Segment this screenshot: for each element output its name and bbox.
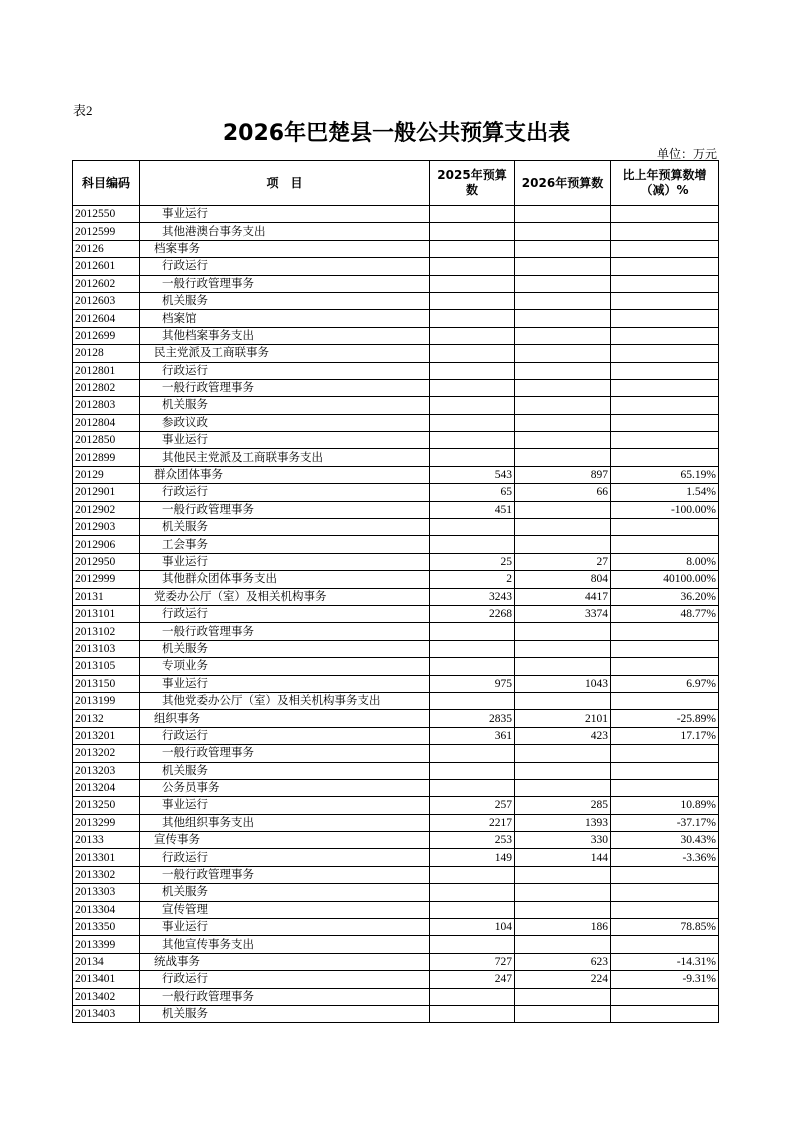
budget-2026-cell: 1393	[515, 814, 611, 831]
table-row	[73, 797, 719, 814]
budget-2025-cell: 2	[430, 571, 515, 588]
code-cell: 2013201	[73, 727, 140, 744]
budget-2026-cell: 285	[515, 797, 611, 814]
change-percent-cell: 1.54%	[611, 484, 719, 501]
budget-2026-cell	[515, 449, 611, 466]
change-percent-cell: 65.19%	[611, 466, 719, 483]
table-row	[73, 327, 719, 344]
table-row	[73, 223, 719, 240]
budget-2025-cell: 104	[430, 919, 515, 936]
budget-2026-cell	[515, 745, 611, 762]
code-cell: 2012902	[73, 501, 140, 518]
code-cell: 2012603	[73, 292, 140, 309]
table-row	[73, 345, 719, 362]
code-cell: 2012950	[73, 553, 140, 570]
budget-2026-cell	[515, 397, 611, 414]
budget-2026-cell: 66	[515, 484, 611, 501]
change-percent-cell	[611, 901, 719, 918]
table-row	[73, 310, 719, 327]
item-name-cell: 其他群众团体事务支出	[140, 571, 430, 588]
change-percent-cell: 8.00%	[611, 553, 719, 570]
budget-2025-cell	[430, 779, 515, 796]
table-row	[73, 414, 719, 431]
item-name-cell: 一般行政管理事务	[140, 988, 430, 1005]
budget-2025-cell	[430, 310, 515, 327]
change-percent-cell: 30.43%	[611, 832, 719, 849]
code-cell: 2012999	[73, 571, 140, 588]
budget-2026-cell	[515, 658, 611, 675]
header-change-percent	[611, 161, 719, 206]
budget-2025-cell	[430, 884, 515, 901]
code-cell: 2012804	[73, 414, 140, 431]
item-name-cell: 其他民主党派及工商联事务支出	[140, 449, 430, 466]
change-percent-cell	[611, 623, 719, 640]
code-cell: 2012906	[73, 536, 140, 553]
change-percent-cell	[611, 1005, 719, 1022]
table-row	[73, 292, 719, 309]
code-cell: 2013150	[73, 675, 140, 692]
item-name-cell: 群众团体事务	[140, 466, 430, 483]
budget-2025-cell	[430, 258, 515, 275]
table-body	[73, 206, 719, 1023]
table-row	[73, 379, 719, 396]
code-cell: 2013303	[73, 884, 140, 901]
budget-2026-cell: 144	[515, 849, 611, 866]
table-row	[73, 362, 719, 379]
budget-2026-cell	[515, 501, 611, 518]
change-percent-cell	[611, 884, 719, 901]
budget-2026-cell: 27	[515, 553, 611, 570]
budget-2025-cell	[430, 745, 515, 762]
budget-2025-cell	[430, 449, 515, 466]
code-cell: 2012604	[73, 310, 140, 327]
code-cell: 2013304	[73, 901, 140, 918]
change-percent-cell	[611, 432, 719, 449]
table-row	[73, 449, 719, 466]
change-percent-cell: -100.00%	[611, 501, 719, 518]
item-name-cell: 一般行政管理事务	[140, 275, 430, 292]
budget-2026-cell	[515, 379, 611, 396]
change-percent-cell	[611, 658, 719, 675]
item-name-cell: 专项业务	[140, 658, 430, 675]
budget-2026-cell	[515, 292, 611, 309]
table-row	[73, 832, 719, 849]
budget-2025-cell: 2217	[430, 814, 515, 831]
item-name-cell: 参政议政	[140, 414, 430, 431]
change-percent-cell	[611, 258, 719, 275]
item-name-cell: 工会事务	[140, 536, 430, 553]
change-percent-cell: -25.89%	[611, 710, 719, 727]
budget-2026-cell	[515, 414, 611, 431]
table-row	[73, 936, 719, 953]
budget-2026-cell	[515, 762, 611, 779]
item-name-cell: 事业运行	[140, 675, 430, 692]
code-cell: 2012699	[73, 327, 140, 344]
change-percent-cell: -14.31%	[611, 953, 719, 970]
budget-2025-cell	[430, 240, 515, 257]
budget-2026-cell	[515, 936, 611, 953]
code-cell: 2013299	[73, 814, 140, 831]
table-row	[73, 814, 719, 831]
item-name-cell: 宣传管理	[140, 901, 430, 918]
budget-2026-cell	[515, 275, 611, 292]
budget-2025-cell: 149	[430, 849, 515, 866]
budget-2025-cell	[430, 536, 515, 553]
table-row	[73, 640, 719, 657]
item-name-cell: 其他档案事务支出	[140, 327, 430, 344]
budget-2026-cell	[515, 258, 611, 275]
budget-2025-cell: 975	[430, 675, 515, 692]
item-name-cell: 机关服务	[140, 640, 430, 657]
code-cell: 20131	[73, 588, 140, 605]
table-row	[73, 432, 719, 449]
change-percent-cell: -3.36%	[611, 849, 719, 866]
item-name-cell: 行政运行	[140, 362, 430, 379]
budget-2025-cell	[430, 692, 515, 709]
table-row	[73, 240, 719, 257]
item-name-cell: 行政运行	[140, 605, 430, 622]
budget-2025-cell	[430, 623, 515, 640]
code-cell: 2012803	[73, 397, 140, 414]
change-percent-cell: 17.17%	[611, 727, 719, 744]
budget-2026-cell: 2101	[515, 710, 611, 727]
table-row	[73, 605, 719, 622]
budget-2026-cell	[515, 327, 611, 344]
code-cell: 2013302	[73, 866, 140, 883]
code-cell: 20133	[73, 832, 140, 849]
budget-2025-cell	[430, 345, 515, 362]
change-percent-cell: 10.89%	[611, 797, 719, 814]
budget-2025-cell: 543	[430, 466, 515, 483]
change-percent-cell: 40100.00%	[611, 571, 719, 588]
budget-2026-cell: 804	[515, 571, 611, 588]
item-name-cell: 行政运行	[140, 727, 430, 744]
budget-2025-cell: 2835	[430, 710, 515, 727]
item-name-cell: 其他宣传事务支出	[140, 936, 430, 953]
budget-2025-cell	[430, 275, 515, 292]
budget-2025-cell	[430, 292, 515, 309]
budget-2025-cell	[430, 397, 515, 414]
budget-2025-cell	[430, 327, 515, 344]
item-name-cell: 民主党派及工商联事务	[140, 345, 430, 362]
budget-2026-cell: 897	[515, 466, 611, 483]
budget-2025-cell: 253	[430, 832, 515, 849]
change-percent-cell: -9.31%	[611, 971, 719, 988]
table-row	[73, 275, 719, 292]
budget-2025-cell	[430, 658, 515, 675]
item-name-cell: 党委办公厅（室）及相关机构事务	[140, 588, 430, 605]
item-name-cell: 行政运行	[140, 971, 430, 988]
change-percent-cell	[611, 345, 719, 362]
code-cell: 2013402	[73, 988, 140, 1005]
item-name-cell: 事业运行	[140, 206, 430, 223]
budget-2026-cell	[515, 432, 611, 449]
budget-2025-cell	[430, 519, 515, 536]
change-percent-cell	[611, 866, 719, 883]
budget-2026-cell	[515, 310, 611, 327]
unit-label: 单位：万元	[656, 147, 717, 161]
budget-2026-cell	[515, 345, 611, 362]
budget-2025-cell: 361	[430, 727, 515, 744]
header-name: 项 目	[140, 161, 430, 206]
budget-2026-cell	[515, 779, 611, 796]
budget-2025-cell: 451	[430, 501, 515, 518]
budget-2025-cell	[430, 640, 515, 657]
budget-2025-cell	[430, 901, 515, 918]
table-row	[73, 571, 719, 588]
budget-2025-cell	[430, 866, 515, 883]
change-percent-cell: 6.97%	[611, 675, 719, 692]
item-name-cell: 事业运行	[140, 553, 430, 570]
change-percent-cell	[611, 779, 719, 796]
item-name-cell: 行政运行	[140, 258, 430, 275]
budget-2025-cell: 3243	[430, 588, 515, 605]
budget-2026-cell: 623	[515, 953, 611, 970]
change-percent-cell	[611, 275, 719, 292]
budget-2026-cell	[515, 640, 611, 657]
budget-2026-cell	[515, 519, 611, 536]
budget-2025-cell	[430, 223, 515, 240]
table-row	[73, 971, 719, 988]
code-cell: 2013202	[73, 745, 140, 762]
item-name-cell: 机关服务	[140, 519, 430, 536]
change-percent-cell	[611, 292, 719, 309]
header-budget-2026: 2026年预算数	[515, 161, 611, 206]
change-percent-cell	[611, 310, 719, 327]
budget-2026-cell	[515, 901, 611, 918]
table-row	[73, 466, 719, 483]
item-name-cell: 事业运行	[140, 432, 430, 449]
code-cell: 2013401	[73, 971, 140, 988]
table-row	[73, 519, 719, 536]
budget-2026-cell	[515, 866, 611, 883]
code-cell: 2013204	[73, 779, 140, 796]
item-name-cell: 一般行政管理事务	[140, 866, 430, 883]
change-percent-cell	[611, 519, 719, 536]
code-cell: 20132	[73, 710, 140, 727]
code-cell: 2012599	[73, 223, 140, 240]
code-cell: 20126	[73, 240, 140, 257]
table-row	[73, 901, 719, 918]
code-cell: 2013250	[73, 797, 140, 814]
header-change-line1: 比上年预算数增	[622, 168, 707, 182]
table-row	[73, 553, 719, 570]
table-row	[73, 1005, 719, 1022]
table-header-row	[73, 161, 719, 206]
change-percent-cell	[611, 379, 719, 396]
table-row	[73, 536, 719, 553]
code-cell: 2013199	[73, 692, 140, 709]
change-percent-cell: 36.20%	[611, 588, 719, 605]
budget-2025-cell	[430, 432, 515, 449]
change-percent-cell	[611, 327, 719, 344]
code-cell: 20134	[73, 953, 140, 970]
table-row	[73, 658, 719, 675]
budget-2025-cell: 25	[430, 553, 515, 570]
budget-2025-cell	[430, 936, 515, 953]
code-cell: 2013102	[73, 623, 140, 640]
item-name-cell: 公务员事务	[140, 779, 430, 796]
table-row	[73, 623, 719, 640]
budget-2025-cell: 727	[430, 953, 515, 970]
code-cell: 2012801	[73, 362, 140, 379]
item-name-cell: 事业运行	[140, 919, 430, 936]
code-cell: 2013301	[73, 849, 140, 866]
code-cell: 2013403	[73, 1005, 140, 1022]
header-budget-2025: 2025年预算数	[430, 161, 515, 206]
table-row	[73, 866, 719, 883]
document-title: 2026年巴楚县一般公共预算支出表	[222, 121, 571, 146]
budget-2026-cell	[515, 884, 611, 901]
budget-2025-cell	[430, 362, 515, 379]
budget-2025-cell: 257	[430, 797, 515, 814]
budget-2026-cell: 423	[515, 727, 611, 744]
budget-2025-cell	[430, 762, 515, 779]
item-name-cell: 行政运行	[140, 484, 430, 501]
change-percent-cell	[611, 449, 719, 466]
code-cell: 2013103	[73, 640, 140, 657]
table-row	[73, 849, 719, 866]
change-percent-cell	[611, 936, 719, 953]
budget-2026-cell	[515, 536, 611, 553]
table-row	[73, 484, 719, 501]
change-percent-cell	[611, 397, 719, 414]
budget-2026-cell	[515, 988, 611, 1005]
code-cell: 2012901	[73, 484, 140, 501]
code-cell: 2012899	[73, 449, 140, 466]
budget-2026-cell: 224	[515, 971, 611, 988]
change-percent-cell: 78.85%	[611, 919, 719, 936]
table-row	[73, 953, 719, 970]
change-percent-cell: 48.77%	[611, 605, 719, 622]
item-name-cell: 机关服务	[140, 884, 430, 901]
table-row	[73, 779, 719, 796]
budget-2026-cell	[515, 692, 611, 709]
code-cell: 2013101	[73, 605, 140, 622]
budget-2025-cell: 2268	[430, 605, 515, 622]
table-row	[73, 884, 719, 901]
code-cell: 2012601	[73, 258, 140, 275]
change-percent-cell	[611, 692, 719, 709]
header-code: 科目编码	[73, 161, 140, 206]
table-row	[73, 919, 719, 936]
budget-2026-cell	[515, 206, 611, 223]
item-name-cell: 其他组织事务支出	[140, 814, 430, 831]
budget-2026-cell: 186	[515, 919, 611, 936]
table-row	[73, 762, 719, 779]
item-name-cell: 行政运行	[140, 849, 430, 866]
budget-2025-cell: 65	[430, 484, 515, 501]
item-name-cell: 组织事务	[140, 710, 430, 727]
item-name-cell: 一般行政管理事务	[140, 379, 430, 396]
table-row	[73, 206, 719, 223]
code-cell: 2013399	[73, 936, 140, 953]
table-row	[73, 988, 719, 1005]
item-name-cell: 一般行政管理事务	[140, 745, 430, 762]
budget-2026-cell	[515, 623, 611, 640]
code-cell: 2013203	[73, 762, 140, 779]
table-row	[73, 745, 719, 762]
code-cell: 2013350	[73, 919, 140, 936]
budget-2025-cell	[430, 1005, 515, 1022]
code-cell: 2012802	[73, 379, 140, 396]
item-name-cell: 机关服务	[140, 1005, 430, 1022]
budget-2026-cell: 330	[515, 832, 611, 849]
table-row	[73, 501, 719, 518]
item-name-cell: 机关服务	[140, 397, 430, 414]
code-cell: 2013105	[73, 658, 140, 675]
code-cell: 2012903	[73, 519, 140, 536]
table-row	[73, 675, 719, 692]
budget-2026-cell	[515, 240, 611, 257]
budget-2025-cell	[430, 988, 515, 1005]
item-name-cell: 事业运行	[140, 797, 430, 814]
budget-2026-cell: 4417	[515, 588, 611, 605]
code-cell: 2012550	[73, 206, 140, 223]
change-percent-cell	[611, 240, 719, 257]
change-percent-cell	[611, 206, 719, 223]
budget-2026-cell: 3374	[515, 605, 611, 622]
budget-2026-cell	[515, 223, 611, 240]
change-percent-cell	[611, 988, 719, 1005]
budget-2026-cell: 1043	[515, 675, 611, 692]
budget-2025-cell	[430, 379, 515, 396]
code-cell: 20129	[73, 466, 140, 483]
item-name-cell: 机关服务	[140, 292, 430, 309]
change-percent-cell	[611, 536, 719, 553]
item-name-cell: 一般行政管理事务	[140, 623, 430, 640]
change-percent-cell	[611, 414, 719, 431]
table-row	[73, 692, 719, 709]
budget-2025-cell	[430, 414, 515, 431]
code-cell: 2012602	[73, 275, 140, 292]
change-percent-cell	[611, 640, 719, 657]
table-row	[73, 588, 719, 605]
change-percent-cell: -37.17%	[611, 814, 719, 831]
budget-expenditure-table	[72, 160, 719, 1023]
change-percent-cell	[611, 745, 719, 762]
item-name-cell: 一般行政管理事务	[140, 501, 430, 518]
table-row	[73, 727, 719, 744]
item-name-cell: 档案馆	[140, 310, 430, 327]
budget-2026-cell	[515, 362, 611, 379]
item-name-cell: 档案事务	[140, 240, 430, 257]
change-percent-cell	[611, 223, 719, 240]
table-row	[73, 258, 719, 275]
budget-2025-cell	[430, 206, 515, 223]
table-row	[73, 710, 719, 727]
table-number-label: 表2	[73, 103, 93, 118]
item-name-cell: 机关服务	[140, 762, 430, 779]
item-name-cell: 其他党委办公厅（室）及相关机构事务支出	[140, 692, 430, 709]
budget-2026-cell	[515, 1005, 611, 1022]
change-percent-cell	[611, 762, 719, 779]
change-percent-cell	[611, 362, 719, 379]
item-name-cell: 其他港澳台事务支出	[140, 223, 430, 240]
table-row	[73, 397, 719, 414]
item-name-cell: 宣传事务	[140, 832, 430, 849]
code-cell: 2012850	[73, 432, 140, 449]
budget-2025-cell: 247	[430, 971, 515, 988]
item-name-cell: 统战事务	[140, 953, 430, 970]
header-change-line2: （减）%	[640, 183, 689, 197]
code-cell: 20128	[73, 345, 140, 362]
